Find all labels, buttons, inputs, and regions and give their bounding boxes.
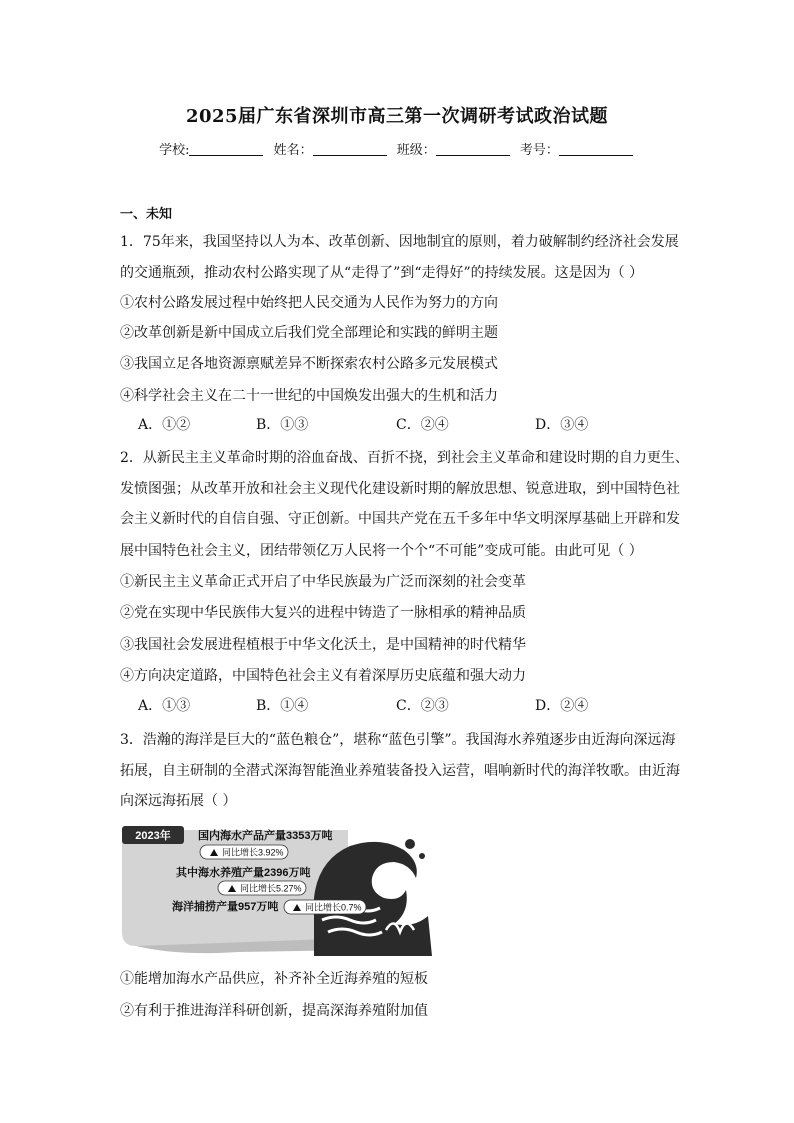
q2-statement: ③我国社会发展进程植根于中华文化沃土，是中国精神的时代精华 (120, 637, 526, 653)
q3-statement: ①能增加海水产品供应，补齐补全近海养殖的短板 (120, 971, 428, 987)
class-field: 班级： (397, 139, 512, 158)
year-label: 2023年 (135, 830, 171, 842)
q2-statement: ④方向决定道路，中国特色社会主义有着深厚历史底蕴和强大动力 (120, 668, 526, 684)
q2-statement: ①新民主主义革命正式开启了中华民族最为广泛而深刻的社会变革 (120, 574, 526, 590)
row1-label: 国内海水产品产量3353万吨 (198, 830, 333, 842)
q1-statement: ③我国立足各地资源禀赋差异不断探索农村公路多元发展模式 (120, 356, 498, 372)
q1-option-d[interactable]: D．③④ (535, 417, 589, 433)
name-blank[interactable] (313, 142, 387, 156)
q2-stem-line: 会主义新时代的自信自强、守正创新。中国共产党在五千多年中华文明深厚基础上开辟和发 (120, 511, 680, 527)
class-blank[interactable] (436, 142, 510, 156)
exam-number-blank[interactable] (559, 142, 633, 156)
q2-stem-line: 发愤图强；从改革开放和社会主义现代化建设新时期的解放思想、锐意进取，到中国特色社 (120, 481, 680, 497)
row3-change: 同比增长0.7% (305, 902, 362, 913)
q3-stem-line: 3．浩瀚的海洋是巨大的“蓝色粮仓”，堪称“蓝色引擎”。我国海水养殖逐步由近海向深远海 (120, 732, 676, 748)
q2-stem-line: 2．从新民主主义革命时期的浴血奋战、百折不挠，到社会主义革命和建设时期的自力更生、 (120, 450, 689, 466)
school-blank[interactable] (189, 142, 263, 156)
q2-option-d[interactable]: D．②④ (535, 698, 589, 714)
q2-stem-line: 展中国特色社会主义，团结带领亿万人民将一个个“不可能”变成可能。由此可见（ ） (120, 543, 643, 559)
q1-statement: ②改革创新是新中国成立后我们党全部理论和实践的鲜明主题 (120, 325, 498, 341)
q2-statement: ②党在实现中华民族伟大复兴的进程中铸造了一脉相承的精神品质 (120, 605, 526, 621)
section-heading: 一、未知 (120, 207, 173, 222)
exam-number-field: 考号： (520, 139, 635, 158)
page-title: 2025届广东省深圳市高三第一次调研考试政治试题 (185, 106, 609, 127)
q2-option-b[interactable]: B．①④ (256, 698, 309, 714)
student-info-row (0, 139, 794, 158)
row2-label: 其中海水养殖产量2396万吨 (176, 867, 311, 879)
q3-stem-line: 向深远海拓展（ ） (120, 793, 237, 809)
row1-change: 同比增长3.92% (222, 847, 284, 858)
q1-statement: ④科学社会主义在二十一世纪的中国焕发出强大的生机和活力 (120, 388, 498, 404)
aquaculture-infographic (118, 820, 434, 956)
row2-change: 同比增长5.27% (240, 883, 302, 894)
q3-stem-line: 拓展，自主研制的全潜式深海智能渔业养殖装备投入运营，唱响新时代的海洋牧歌。由近海 (120, 763, 680, 779)
q2-option-a[interactable]: A．①③ (138, 698, 191, 714)
q1-stem-line: 1．75年来，我国坚持以人为本、改革创新、因地制宜的原则，着力破解制约经济社会发展 (120, 234, 679, 250)
school-field: 学校: (159, 139, 265, 158)
q2-option-c[interactable]: C．②③ (396, 698, 449, 714)
q1-option-c[interactable]: C．②④ (396, 417, 449, 433)
q1-option-b[interactable]: B．①③ (256, 417, 309, 433)
name-field: 姓名： (274, 139, 389, 158)
q1-option-a[interactable]: A．①② (138, 417, 191, 433)
q1-stem-line: 的交通瓶颈，推动农村公路实现了从“走得了”到“走得好”的持续发展。这是因为（ ） (120, 265, 644, 281)
q1-statement: ①农村公路发展过程中始终把人民交通为人民作为努力的方向 (120, 295, 498, 311)
row3-label: 海洋捕捞产量957万吨 (172, 901, 279, 913)
q3-statement: ②有利于推进海洋科研创新，提高深海养殖附加值 (120, 1003, 428, 1019)
